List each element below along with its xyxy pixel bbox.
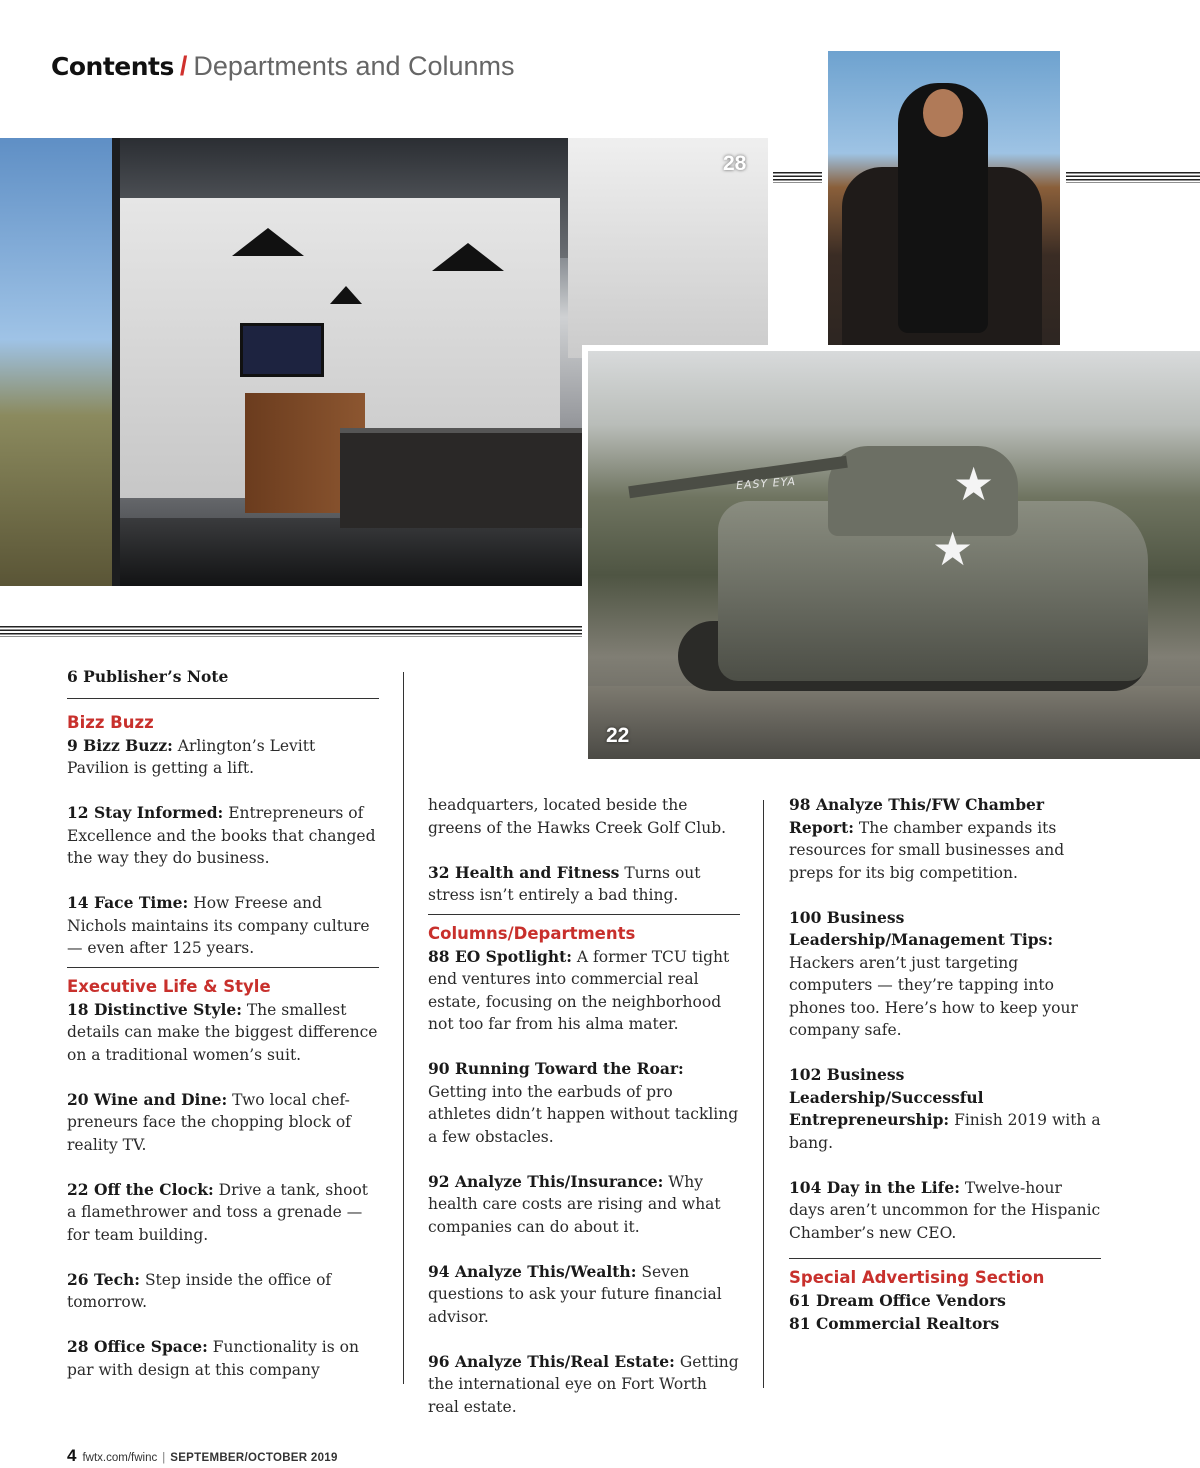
- toc-item[interactable]: 28 Office Space: Functionality is on par with design at this company: [67, 1337, 359, 1379]
- toc-item[interactable]: 100 Business Leadership/Management Tips: Hackers aren’t just targeting computers — they’re tapping into phones too. Here’s how to keep your company safe.: [789, 907, 1078, 1039]
- section-heading-special: Special Advertising Section: [789, 1268, 1045, 1287]
- header-subtitle: Departments and Colunms: [193, 51, 515, 81]
- pendant-lamp: [232, 228, 304, 256]
- toc-item[interactable]: 12 Stay Informed: Entrepreneurs of Excellence and the books that changed the way they do business.: [67, 803, 376, 867]
- toc-item[interactable]: 18 Distinctive Style: The smallest details can make the biggest difference on a traditional women’s suit.: [67, 999, 378, 1064]
- toc-item[interactable]: 20 Wine and Dine: Two local chef-preneurs face the chopping block of reality TV.: [67, 1089, 351, 1154]
- toc-item[interactable]: 92 Analyze This/Insurance: Why health care costs are rising and what companies can do about it.: [428, 1171, 721, 1236]
- decorative-lines: [1065, 172, 1200, 183]
- page-header: [51, 48, 515, 85]
- page-number: 4: [67, 1446, 77, 1465]
- office-tv: [240, 323, 324, 377]
- toc-item[interactable]: 96 Analyze This/Real Estate: Getting the international eye on Fort Worth real estate.: [428, 1351, 739, 1416]
- tank-photo[interactable]: [588, 351, 1200, 759]
- star-icon: ★: [953, 457, 995, 511]
- decorative-lines: [773, 172, 822, 183]
- section-rule: [67, 967, 379, 975]
- toc-item[interactable]: 104 Day in the Life: Twelve-hour days aren’t uncommon for the Hispanic Chamber’s new CEO.: [789, 1177, 1101, 1242]
- pendant-lamp: [330, 286, 362, 304]
- column-divider: [763, 800, 764, 1388]
- column-2: [428, 794, 740, 1441]
- section-heading-bizz-buzz: Bizz Buzz: [67, 712, 154, 732]
- toc-item[interactable]: 81 Commercial Realtors: [789, 1313, 1000, 1333]
- section-rule: [67, 698, 379, 711]
- footer-url[interactable]: fwtx.com/fwinc: [82, 1452, 158, 1464]
- toc-item-continued: headquarters, located beside the greens of the Hawks Creek Golf Club.: [428, 796, 727, 837]
- contents-label: Contents: [51, 52, 174, 81]
- footer-issue: SEPTEMBER/OCTOBER 2019: [170, 1452, 338, 1464]
- toc-item[interactable]: 61 Dream Office Vendors: [789, 1291, 1006, 1310]
- office-window: [0, 138, 120, 586]
- toc-item[interactable]: 26 Tech: Step inside the office of tomorrow.: [67, 1269, 332, 1311]
- footer-separator: |: [162, 1452, 166, 1464]
- toc-item[interactable]: 98 Analyze This/FW Chamber Report: The chamber expands its resources for small businesses and preps for its big competition.: [789, 795, 1065, 882]
- toc-item[interactable]: 90 Running Toward the Roar: Getting into the earbuds of pro athletes didn’t happen without tackling a few obstacles.: [428, 1059, 739, 1146]
- foosball-table: [340, 428, 585, 528]
- column-divider: [403, 672, 404, 1384]
- executive-photo[interactable]: [828, 51, 1060, 392]
- section-heading-executive: Executive Life & Style: [67, 976, 271, 996]
- toc-item[interactable]: 9 Bizz Buzz: Arlington’s Levitt Pavilion is getting a lift.: [67, 735, 316, 777]
- toc-item[interactable]: 102 Business Leadership/Successful Entrepreneurship: Finish 2019 with a bang.: [789, 1065, 1101, 1152]
- section-rule: [789, 1258, 1101, 1266]
- toc-item[interactable]: 14 Face Time: How Freese and Nichols maintains its company culture — even after 125 years.: [67, 893, 370, 957]
- toc-item[interactable]: 32 Health and Fitness Turns out stress isn’t entirely a bad thing.: [428, 862, 701, 904]
- toc-item[interactable]: 94 Analyze This/Wealth: Seven questions to ask your future financial advisor.: [428, 1261, 722, 1326]
- tank-name: EASY EYA: [735, 474, 797, 493]
- column-1: [67, 666, 379, 1404]
- section-heading-columns: Columns/Departments: [428, 923, 636, 943]
- header-slash: /: [179, 51, 188, 81]
- publishers-note-link[interactable]: 6 Publisher’s Note: [67, 667, 229, 686]
- executive-face: [923, 89, 963, 137]
- tank-page-number: 22: [606, 724, 630, 747]
- pendant-lamp: [432, 243, 504, 271]
- page-footer: [67, 1446, 338, 1468]
- tank-water: [588, 686, 1200, 759]
- section-rule: [428, 914, 740, 922]
- column-3: [789, 794, 1101, 1335]
- star-icon: ★: [932, 522, 974, 576]
- toc-item[interactable]: 88 EO Spotlight: A former TCU tight end ventures into commercial real estate, focusing on the neighborhood not too far from his alma mater.: [428, 946, 730, 1033]
- office-page-number: 28: [723, 152, 747, 175]
- decorative-lines: [0, 626, 583, 637]
- toc-item[interactable]: 22 Off the Clock: Drive a tank, shoot a flamethrower and toss a grenade — for team building.: [67, 1179, 369, 1244]
